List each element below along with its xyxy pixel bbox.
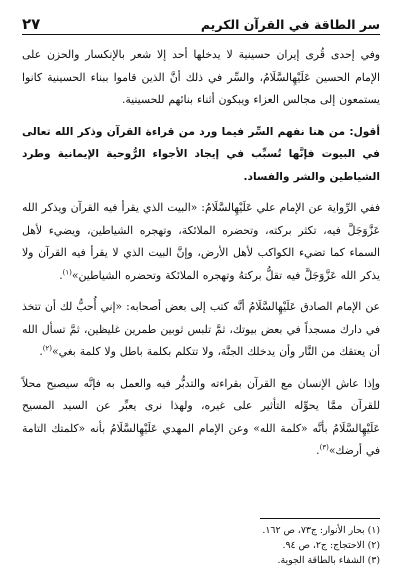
- paragraph-2-commentary: [22, 121, 380, 189]
- footnote-marker[interactable]: (٣): [319, 443, 329, 452]
- footnote-divider: [260, 518, 380, 519]
- paragraph-text: وإذا عاش الإنسان مع القرآن بقراءته والتدبُّر فيه والعمل به فإنَّه سيصبح محلاً للقرآن ممَّا يحوِّله التأثير على غيره، ولهذا نرى يعبِّر عن السيد المسيح عَلَيْهِالسَّلَامُ بأنَّه «كلمة الله» وعن الإمام المهدي عَلَيْهِالسَّلَامُ بأنه «كلمتك التامة في أرضك»: [22, 376, 380, 457]
- footnotes: [22, 518, 380, 568]
- paragraph-text: أقول: من هنا نفهم السِّر فيما ورد من قراءة القرآن وذكر الله تعالى في البيوت فإنَّها تُسبِّب في إيجاد الأجواء الرُّوحية الإيمانية وطرد الشياطين والشر والفساد.: [22, 125, 380, 183]
- paragraph-text: ففي الرِّواية عن الإمام علي عَلَيْهِالسَّلَامُ: «البيت الذي يقرأ فيه القرآن ويذكر الله عَزَّوَجَلَّ فيه، تكثر بركته، وتحضره الملائكة، وتهجره الشياطين، ويضيء لأهل السماء كما تضيء الكواكب لأهل الأرض، وإنَّ البيت الذي لا يقرأ فيه القرآن ولا يذكر الله عَزَّوَجَلَّ فيه تقلُّ بركتهُ وتهجره الملائكة وتحضره الشياطين»: [22, 201, 380, 282]
- paragraph-text: وفي إحدى قُرى إيران حسينية لا يدخلها أحد إلا شعر بالإنكسار والحزن على الإمام الحسين عَلَيْهِالسَّلَامُ، والسِّر في ذلك أنَّ الذين قاموا ببناء الحسينية كانوا يستمعون إلى مجالس العزاء ويبكون أثناء بنائهم للحسينية.: [22, 48, 380, 106]
- page-header: [22, 10, 380, 35]
- document-page: [22, 10, 380, 570]
- footnote-marker[interactable]: (١): [62, 267, 72, 276]
- paragraph-text: عن الإمام الصادق عَلَيْهِالسَّلَامُ أنَّه كتب إلى بعض أصحابه: «إني أُحبُّ لك أن تتخذ في دارك مسجداً في بعض بيوتك، ثمَّ تلبس ثوبين طمرين غليظين، ثمَّ تسأل الله أن يعتقك من النَّار وأن يدخلك الجنَّة، ولا تتكلم بكلمة باطل ولا كلمة بغي»: [22, 300, 380, 358]
- paragraph-1: [22, 44, 380, 112]
- paragraph-4-narration: عن الإمام الصادق عَلَيْهِالسَّلَامُ أنَّه كتب إلى بعض أصحابه: «إني أُحبُّ لك أن تتخذ في دارك مسجداً في بعض بيوتك، ثمَّ تلبس ثوبين طمرين غليظين، ثمَّ تسأل الله أن يعتقك من النَّار وأن يدخلك الجنَّة، ولا تتكلم بكلمة باطل ولا كلمة بغي»$^{(٢)}$.: [22, 300, 380, 358]
- footnote-3: (٣) الشفاء بالطاقة الجوية.: [277, 555, 380, 566]
- page-number: ٢٧: [22, 15, 41, 33]
- paragraph-3-narration: ففي الرِّواية عن الإمام علي عَلَيْهِالسَّلَامُ: «البيت الذي يقرأ فيه القرآن ويذكر الله عَزَّوَجَلَّ فيه، تكثر بركته، وتحضره الملائكة، وتهجره الشياطين، ويضيء لأهل السماء كما تضيء الكواكب لأهل الأرض، وإنَّ البيت الذي لا يقرأ فيه القرآن ولا يذكر الله عَزَّوَجَلَّ فيه تقلُّ بركتهُ وتهجره الملائكة وتحضره الشياطين»$^{(١)}$.: [22, 201, 380, 282]
- running-title: سر الطاقة في القرآن الكريم: [200, 17, 380, 32]
- paragraph-5: وإذا عاش الإنسان مع القرآن بقراءته والتدبُّر فيه والعمل به فإنَّه سيصبح محلاً للقرآن ممَّا يحوِّله التأثير على غيره، ولهذا نرى يعبِّر عن السيد المسيح عَلَيْهِالسَّلَامُ بأنَّه «كلمة الله» وعن الإمام المهدي عَلَيْهِالسَّلَامُ بأنه «كلمتك التامة في أرضك»$^{(٣)}$.: [22, 376, 380, 457]
- footnote-1: (١) بحار الأنوار: ج٧٣، ص ١٦٢.: [262, 525, 380, 536]
- footnote-marker[interactable]: (٢): [42, 344, 52, 353]
- footnote-2: (٢) الاحتجاج: ج٢، ص ٩٤.: [282, 540, 380, 551]
- page-body: [22, 44, 380, 463]
